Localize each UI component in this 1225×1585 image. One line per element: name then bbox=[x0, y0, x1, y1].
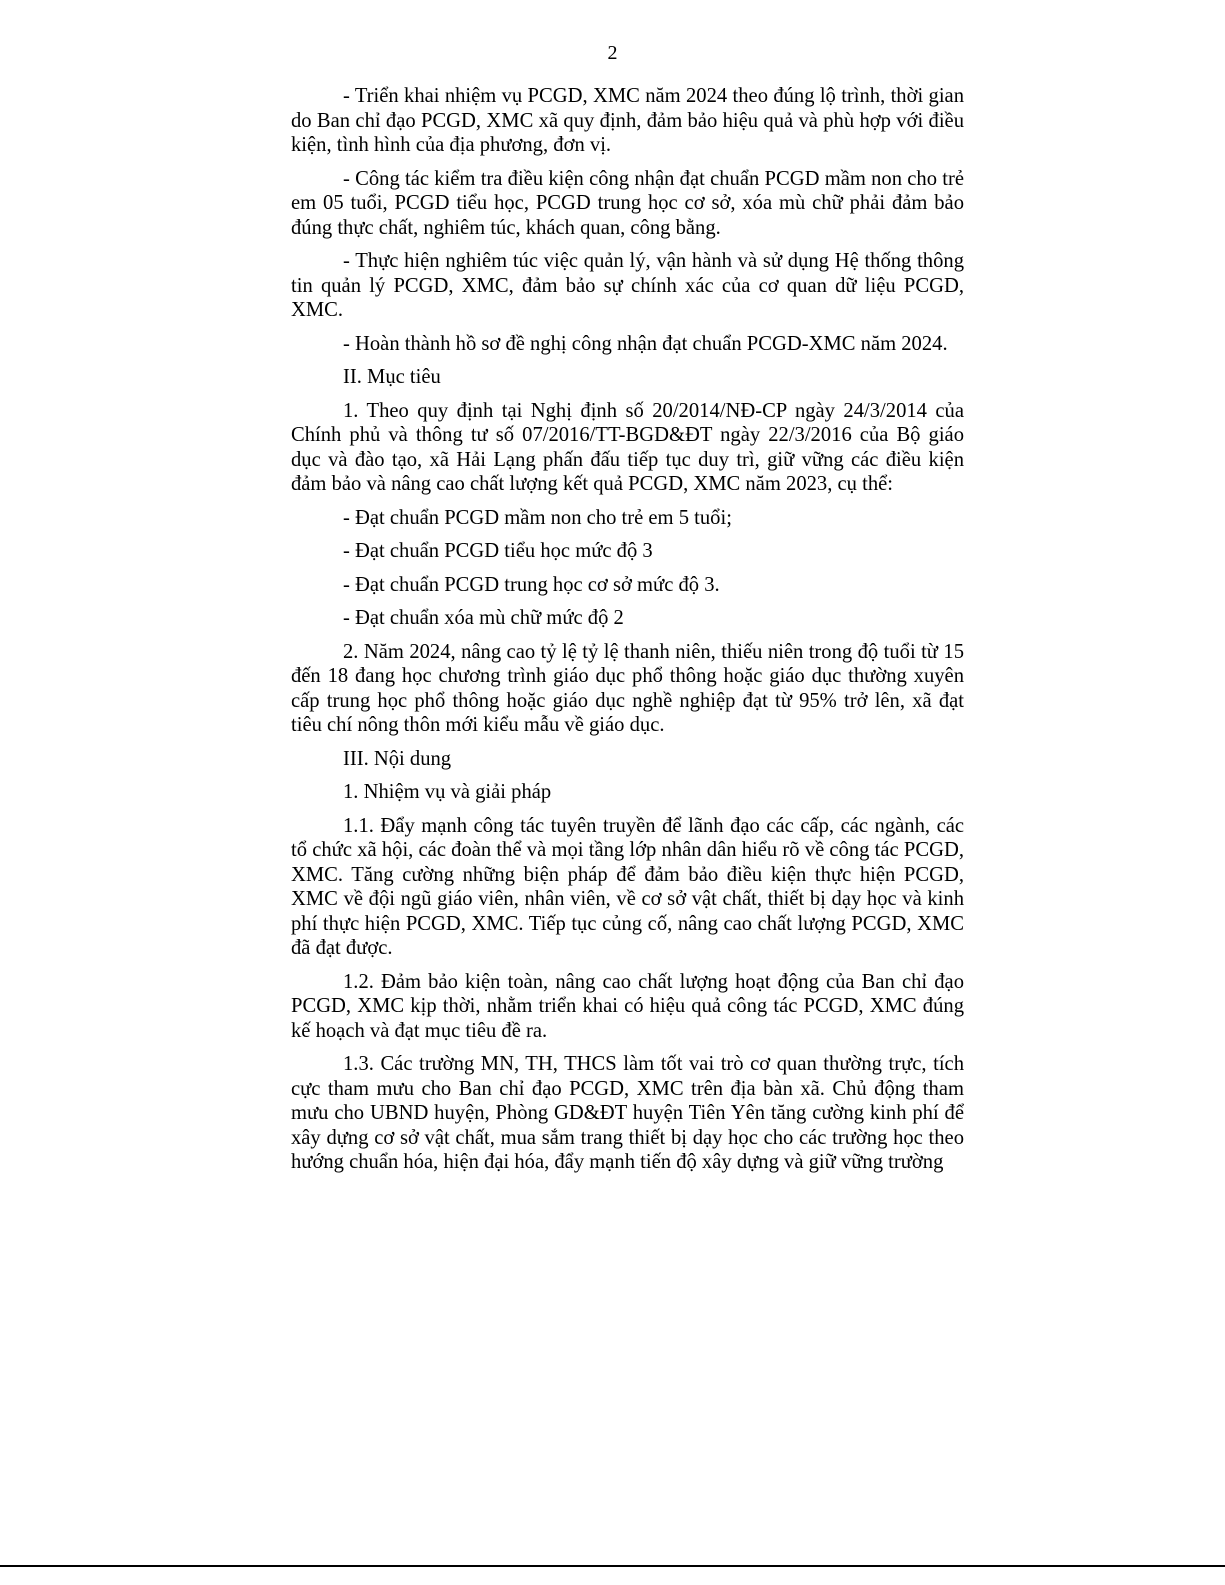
paragraph-muc-tieu-2: 2. Năm 2024, nâng cao tỷ lệ tỷ lệ thanh niên, thiếu niên trong độ tuổi từ 15 đến 18 đang học chương trình giáo dục phổ thông hoặc giáo dục thường xuyên cấp trung học phổ thông hoặc giáo dục nghề nghiệp đạt từ 95% trở lên, xã đạt tiêu chí nông thôn mới kiểu mẫu về giáo dục. bbox=[291, 640, 964, 736]
paragraph-hoan-thanh: - Hoàn thành hồ sơ đề nghị công nhận đạt chuẩn PCGD-XMC năm 2024. bbox=[343, 332, 948, 355]
paragraph-thuc-hien: - Thực hiện nghiêm túc việc quản lý, vận hành và sử dụng Hệ thống thông tin quản lý PCGD, XMC, đảm bảo sự chính xác của cơ quan dữ liệu PCGD, XMC. bbox=[291, 250, 964, 321]
list-item: - Đạt chuẩn xóa mù chữ mức độ 2 bbox=[343, 607, 624, 629]
paragraph-kiem-tra: - Công tác kiểm tra điều kiện công nhận đạt chuẩn PCGD mầm non cho trẻ em 05 tuổi, PCGD tiểu học, PCGD trung học cơ sở, xóa mù chữ phải đảm bảo đúng thực chất, nghiêm túc, khách quan, công bằng. bbox=[291, 167, 964, 239]
page-number: 2 bbox=[607, 42, 618, 64]
list-item: - Đạt chuẩn PCGD tiểu học mức độ 3 bbox=[343, 540, 653, 562]
paragraph-1-2: 1.2. Đảm bảo kiện toàn, nâng cao chất lượng hoạt động của Ban chỉ đạo PCGD, XMC kịp thời, nhằm triển khai có hiệu quả công tác PCGD, XMC đúng kế hoạch và đạt mục tiêu đề ra. bbox=[291, 970, 964, 1042]
page-bottom-divider bbox=[0, 1565, 1225, 1567]
paragraph-trien-khai: - Triển khai nhiệm vụ PCGD, XMC năm 2024 theo đúng lộ trình, thời gian do Ban chỉ đạo PCGD, XMC xã quy định, đảm bảo hiệu quả và phù hợp với điều kiện, tình hình của địa phương, đơn vị. bbox=[291, 85, 964, 156]
subsection-heading-nhiem-vu: 1. Nhiệm vụ và giải pháp bbox=[343, 781, 552, 803]
section-heading-noi-dung: III. Nội dung bbox=[343, 747, 452, 770]
document-body bbox=[291, 84, 964, 1184]
paragraph-muc-tieu-1: 1. Theo quy định tại Nghị định số 20/2014/NĐ-CP ngày 24/3/2014 của Chính phủ và thông tư số 07/2016/TT-BGD&ĐT ngày 22/3/2016 của Bộ giáo dục và đào tạo, xã Hải Lạng phấn đấu tiếp tục duy trì, giữ vững các điều kiện đảm bảo và nâng cao chất lượng kết quả PCGD, XMC năm 2023, cụ thể: bbox=[291, 399, 964, 495]
section-heading-muc-tieu: II. Mục tiêu bbox=[343, 366, 441, 388]
list-item: - Đạt chuẩn PCGD mầm non cho trẻ em 5 tuổi; bbox=[343, 506, 732, 529]
paragraph-1-3: 1.3. Các trường MN, TH, THCS làm tốt vai trò cơ quan thường trực, tích cực tham mưu cho Ban chỉ đạo PCGD, XMC trên địa bàn xã. Chủ động tham mưu cho UBND huyện, Phòng GD&ĐT huyện Tiên Yên tăng cường kinh phí để xây dựng cơ sở vật chất, mua sắm trang thiết bị dạy học cho các trường học theo hướng chuẩn hóa, hiện đại hóa, đẩy mạnh tiến độ xây dựng và giữ vững trường bbox=[291, 1053, 964, 1173]
list-item: - Đạt chuẩn PCGD trung học cơ sở mức độ 3. bbox=[343, 573, 720, 596]
paragraph-1-1: 1.1. Đẩy mạnh công tác tuyên truyền để lãnh đạo các cấp, các ngành, các tổ chức xã hội, các đoàn thể và mọi tầng lớp nhân dân hiểu rõ về công tác PCGD, XMC. Tăng cường những biện pháp để đảm bảo điều kiện thực hiện PCGD, XMC về đội ngũ giáo viên, nhân viên, về cơ sở vật chất, thiết bị dạy học và kinh phí thực hiện PCGD, XMC. Tiếp tục củng cố, nâng cao chất lượng PCGD, XMC đã đạt được. bbox=[291, 814, 964, 959]
